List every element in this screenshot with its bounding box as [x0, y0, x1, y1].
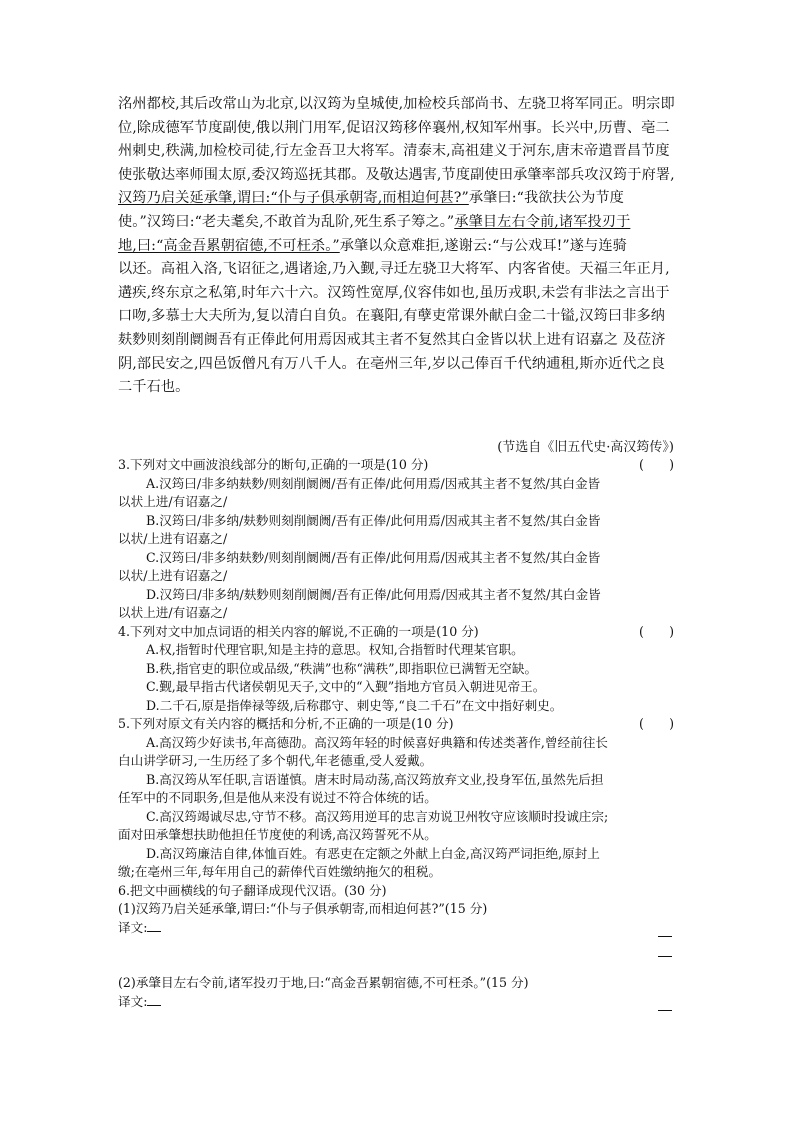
question-line [118, 789, 674, 808]
question-line [118, 567, 674, 586]
question-line [118, 882, 674, 901]
question-line [118, 845, 674, 864]
question-text: 译文: [118, 993, 148, 1009]
underlined-sentence: 汉筠乃启关延承肇,谓曰:“仆与子俱承朝寄,而相迫何甚?” [118, 190, 469, 207]
question-line [118, 974, 674, 993]
question-text: 缴;在亳州三年,每年用自己的薪俸代百姓缴纳拖欠的租税。 [118, 864, 442, 879]
question-text: B.汉筠曰/非多纳/麸麨则刻削阛阓/吾有正俸/此何用焉/因戒其主者不复然/其白金皆 [146, 512, 601, 528]
question-text: 3.下列对文中画波浪线部分的断句,正确的一项是(10 分) [118, 457, 429, 472]
question-line [118, 937, 674, 956]
question-text: 白山讲学研习,一生历经了多个朝代,年老德重,受人爱戴。 [118, 753, 433, 768]
question-text: 以状/上进有诏嘉之/ [118, 568, 228, 583]
passage-line: 使张敬达率师围太原,委汉筠巡抚其郡。及敬达遇害,节度副使田承肇率部兵攻汉筠于府署, [118, 166, 675, 183]
question-text: D.高汉筠廉洁自律,体恤百姓。有恶吏在定额之外献上白金,高汉筠严词拒绝,原封上 [146, 845, 600, 861]
question-line [118, 456, 674, 475]
question-line [118, 956, 674, 975]
answer-line[interactable] [658, 936, 672, 937]
answer-line[interactable] [658, 956, 672, 957]
question-line [118, 900, 674, 919]
passage-line: 阴,部民安之,四邑饭僧凡有万八千人。在亳州三年,岁以己俸百千代纳逋租,斯亦近代之良 [118, 355, 666, 372]
passage [118, 94, 678, 401]
question-text: 5.下列对原文有关内容的概括和分析,不正确的一项是(10 分) [118, 716, 454, 731]
question-text: (2)承肇目左右令前,诸军投刃于地,曰:“高金吾累朝宿德,不可枉杀。”(15 分) [118, 975, 529, 990]
question-line [118, 493, 674, 512]
passage-line [118, 212, 678, 232]
question-text: B.高汉筠从军任职,言语谨慎。唐末时局动荡,高汉筠放弃文业,投身军伍,虽然先后担 [146, 771, 604, 787]
question-line [118, 604, 674, 623]
passage-text: 承肇以众意难拒,遂谢云:“与公戏耳!”遂与连骑 [339, 237, 627, 254]
question-text: B.秩,指官吏的职位或品级,“秩满”也称“满秩”,即指职位已满暂无空缺。 [146, 660, 538, 676]
question-line [118, 660, 674, 679]
passage-line: 州刺史,秩满,加检校司徒,行左金吾卫大将军。清泰末,高祖建义于河东,唐末帝遣晋昌节度 [118, 143, 670, 160]
question-text: C.觐,最早指古代诸侯朝见天子,文中的“入觐”指地方官员入朝进见帝王。 [146, 679, 546, 694]
question-line [118, 586, 674, 605]
question-line [118, 697, 674, 716]
question-text: 任军中的不同职务,但是他从来没有说过不符合体统的话。 [118, 790, 437, 805]
question-text: A.汉筠曰/非多纳麸麨/则刻削阛阓/吾有正俸/此何用焉/因戒其主者不复然/其白金皆 [146, 475, 601, 491]
answer-parenthesis[interactable]: ( ) [638, 623, 674, 639]
question-line [118, 826, 674, 845]
question-text: 面对田承肇想扶助他担任节度使的利诱,高汉筠誓死不从。 [118, 827, 437, 842]
question-text: 以状/上进有诏嘉之/ [118, 531, 228, 546]
question-line [118, 549, 674, 568]
question-line [118, 808, 674, 827]
answer-line[interactable] [658, 1010, 672, 1011]
passage-line: 洺州都校,其后改常山为北京,以汉筠为皇城使,加检校兵部尚书、左骁卫将军同正。明宗即 [118, 96, 675, 112]
question-text: 以状上进/有诏嘉之/ [118, 494, 228, 509]
question-text: C.高汉筠竭诚尽忠,守节不移。高汉筠用逆耳的忠言劝说卫州牧守应该顺时投诚庄宗; [146, 808, 609, 824]
question-text: 译文: [118, 919, 148, 935]
question-text: A.权,指暂时代理官职,知是主持的意思。权知,合指暂时代理某官职。 [146, 642, 524, 657]
passage-line: 位,除成德军节度副使,俄以荆门用军,促诏汉筠移倅襄州,权知军州事。长兴中,历曹、亳二 [118, 119, 670, 136]
question-text: D.汉筠曰/非多纳/麸麨则刻削阛阓/吾有正俸/此何用焉/因戒其主者不复然/其白金皆 [146, 586, 601, 602]
question-line [118, 919, 674, 938]
question-line [118, 993, 674, 1012]
underlined-sentence: 承肇目左右令前,诸军投刃于 [454, 213, 631, 230]
passage-text: 使。”汉筠曰:“老夫耄矣,不敢首为乱阶,死生系子筹之。” [118, 213, 455, 230]
passage-line: 遘疾,终东京之私第,时年六十六。汉筠性宽厚,仪容伟如也,虽历戎职,未尝有非法之言出于 [118, 284, 670, 301]
question-line [118, 715, 674, 734]
underlined-sentence: 地,曰:“高金吾累朝宿德,不可枉杀。” [118, 237, 340, 254]
passage-line [118, 188, 678, 208]
passage-line: 口吻,多慕士大夫所为,复以清白自负。在襄阳,有孽吏常课外献白金二十镒,汉筠曰非多纳 [118, 308, 666, 325]
question-line [118, 530, 674, 549]
question-text: A.高汉筠少好读书,年高德劭。高汉筠年轻的时候喜好典籍和传述类著作,曾经前往长 [146, 734, 608, 750]
question-line [118, 771, 674, 790]
passage-line: 麸麨则刻削阛阓吾有正俸此何用焉因戒其主者不复然其白金皆以状上进有诏嘉之 及莅济 [118, 331, 666, 348]
question-line [118, 734, 674, 753]
question-line [118, 752, 674, 771]
passage-line: 以还。高祖入洛,飞诏征之,遇诸途,乃入觐,寻迁左骁卫大将军、内客省使。天福三年正月, [118, 261, 670, 278]
questions-section [118, 456, 674, 1011]
question-text: 6.把文中画横线的句子翻译成现代汉语。(30 分) [118, 882, 387, 898]
passage-line [118, 236, 678, 256]
question-text: 4.下列对文中加点词语的相关内容的解说,不正确的一项是(10 分) [118, 623, 479, 639]
passage-line: 二千石也。 [118, 379, 190, 396]
question-line [118, 678, 674, 697]
answer-blank[interactable] [147, 919, 161, 932]
question-line [118, 512, 674, 531]
question-text: (1)汉筠乃启关延承肇,谓曰:“仆与子俱承朝寄,而相迫何甚?”(15 分) [118, 901, 488, 916]
question-line [118, 863, 674, 882]
answer-parenthesis[interactable]: ( ) [638, 716, 674, 731]
passage-text: 承肇曰:“我欲扶公为节度 [468, 190, 624, 207]
answer-blank[interactable] [147, 993, 161, 1006]
question-line [118, 641, 674, 660]
question-line [118, 623, 674, 642]
source-citation: (节选自《旧五代史·高汉筠传》) [497, 440, 674, 455]
question-text: D.二千石,原是指俸禄等级,后称郡守、刺史等,“良二千石”在文中指好刺史。 [146, 697, 563, 713]
answer-parenthesis[interactable]: ( ) [638, 457, 674, 472]
question-text: C.汉筠曰/非多纳麸麨/则刻削阛阓/吾有正俸/此何用焉/因戒其主者不复然/其白金皆 [146, 549, 601, 565]
question-text: 以状上进/有诏嘉之/ [118, 605, 228, 620]
question-line [118, 475, 674, 494]
